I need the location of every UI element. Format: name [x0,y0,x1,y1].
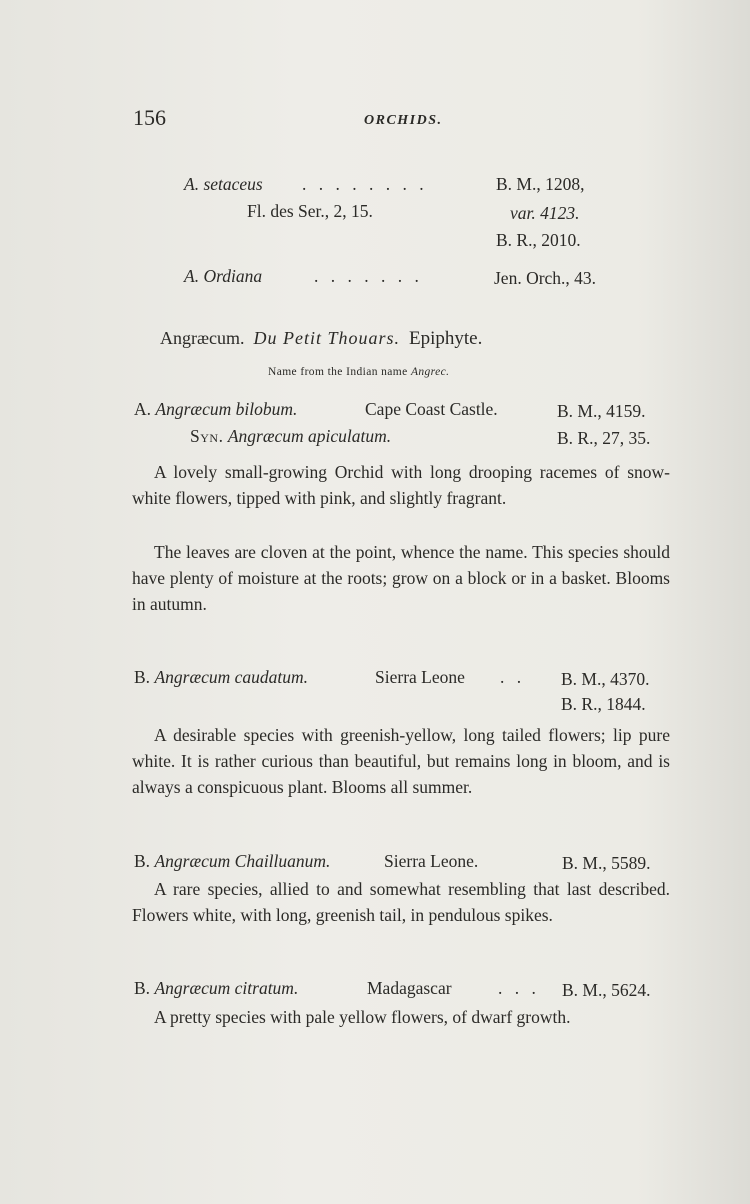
synonym-name: Angræcum apiculatum. [227,426,392,446]
species-description: The leaves are cloven at the point, whence the name. This species should have plenty of moisture at the roots; grow on a block or in a basket. Blooms in autumn. [132,542,670,614]
entry-reference: Jen. Orch., 43. [494,268,597,288]
species-description: A rare species, allied to and somewhat resembling that last described. Flowers white, with long, greenish tail, in pendulous spikes. [132,879,670,925]
leader-dots: . . [500,667,526,687]
synonym-line [190,424,391,448]
species-reference: B. M., 4159. [557,401,646,421]
running-title: ORCHIDS. [364,113,443,128]
etymology-text: Name from the Indian name [268,366,408,378]
species-name: Angræcum citratum. [154,978,299,998]
page-number: 156 [133,105,166,130]
species-description: A pretty species with pale yellow flowers, of dwarf growth. [154,1007,571,1027]
leader-dots: . . . . . . . . [302,174,428,194]
species-heading [134,665,308,689]
synonym-reference: B. R., 27, 35. [557,428,651,448]
entry-reference: B. M., 1208, [496,174,585,194]
species-description: A desirable species with greenish-yellow, long tailed flowers; lip pure white. It is rather curious than beautiful, but remains long in bloom, and is always a conspicuous plant. Blooms all summer. [132,725,670,797]
species-locality: Sierra Leone. [384,851,479,871]
entry-name: A. setaceus [184,174,263,194]
species-locality: Sierra Leone [375,667,465,687]
species-heading [134,849,330,873]
species-name: Angræcum bilobum. [155,399,298,419]
genus-heading [160,328,482,350]
leader-dots: . . . [498,978,540,998]
species-grade: B. [134,667,151,687]
species-reference-secondary: B. R., 1844. [561,694,646,714]
etymology-word: Angrec. [410,366,450,378]
species-locality: Madagascar [367,978,452,998]
entry-name: A. Ordiana [184,266,263,286]
genus-habit: Epiphyte. [409,328,483,349]
species-grade: B. [134,978,151,998]
leader-dots: . . . . . . . [314,266,423,286]
species-heading [134,397,297,421]
entry-reference: var. 4123. [510,203,580,223]
entry-subreference: Fl. des Ser., 2, 15. [247,201,373,221]
species-grade: B. [134,851,151,871]
species-grade: A. [134,399,152,419]
genus-name: Angræcum. [160,328,245,348]
species-name: Angræcum Chailluanum. [154,851,331,871]
species-heading [134,976,298,1000]
genus-etymology [268,366,449,378]
entry-reference: B. R., 2010. [496,230,581,250]
species-reference: B. M., 4370. [561,669,650,689]
species-reference: B. M., 5624. [562,980,651,1000]
species-description: A lovely small-growing Orchid with long drooping racemes of snow-white flowers, tipped with pink, and slightly fragrant. [132,462,670,508]
species-reference: B. M., 5589. [562,853,651,873]
species-locality: Cape Coast Castle. [365,399,498,419]
species-name: Angræcum caudatum. [154,667,309,687]
genus-authority: Du Petit Thouars. [253,328,401,348]
synonym-label: Syn. [190,426,224,446]
